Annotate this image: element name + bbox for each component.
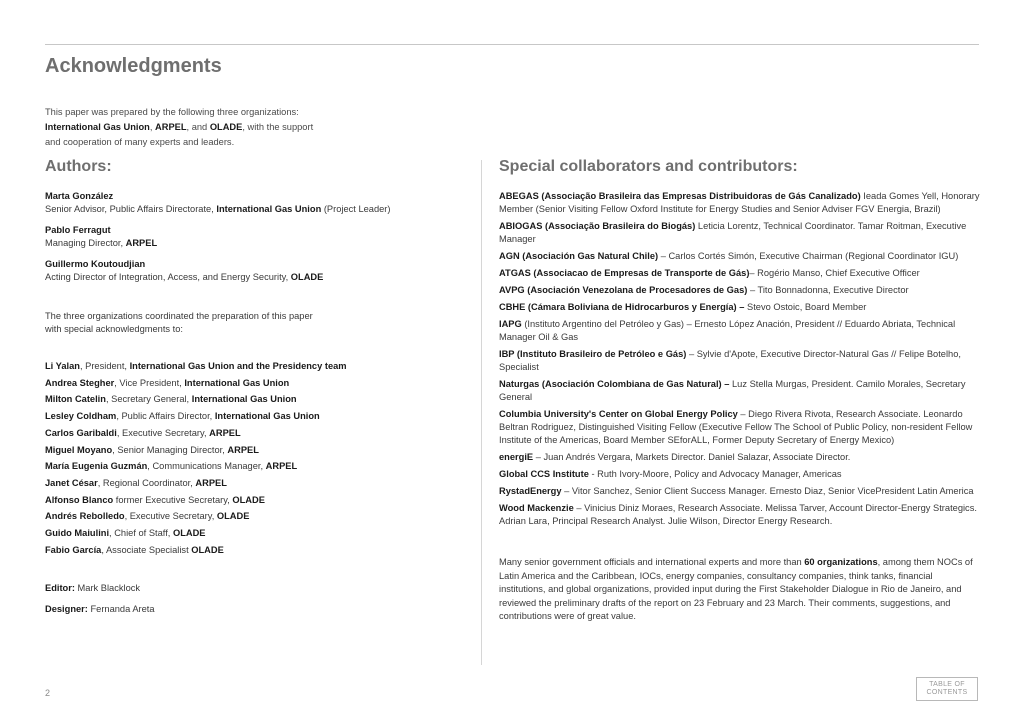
author-role: [45, 203, 445, 216]
page-title: Acknowledgments: [45, 55, 222, 77]
acknowledged-org: International Gas Union: [214, 411, 320, 422]
contributor-entry: [499, 468, 981, 481]
author-name: Guillermo Koutoudjian: [45, 259, 146, 269]
contributor-org: Wood Mackenzie: [499, 503, 574, 513]
editor-name: Mark Blacklock: [74, 583, 141, 594]
acknowledged-entry: [45, 408, 445, 425]
contributors-list: [499, 190, 981, 528]
contributor-org: ATGAS (Associacao de Empresas de Transporte de Gás): [499, 268, 750, 278]
acknowledged-role: , Communications Manager,: [147, 461, 266, 472]
acknowledged-role: , Associate Specialist: [101, 544, 192, 555]
author-role: [45, 271, 445, 284]
contributor-people: - Ruth Ivory-Moore, Policy and Advocacy Manager, Americas: [588, 469, 842, 479]
contributor-entry: [499, 267, 981, 280]
closing-paragraph: [499, 556, 981, 624]
acknowledged-entry: [45, 425, 445, 442]
contributors-column: [499, 158, 981, 624]
contributor-org: ABEGAS (Associação Brasileira das Empresas Distribuidoras de Gás Canalizado): [499, 191, 861, 201]
contributor-entry: [499, 318, 981, 344]
acknowledged-name: Lesley Coldham: [45, 411, 117, 422]
acknowledged-name: Janet César: [45, 477, 98, 488]
acknowledged-name: Guido Maiulini: [45, 528, 110, 539]
acknowledged-entry: [45, 458, 445, 475]
contributor-entry: [499, 348, 981, 374]
contributor-entry: [499, 250, 981, 263]
contributor-people: – Diego Rivera Rivota, Research Associate. Leonardo Beltran Rodriguez, Distinguished Visiting Fellow (Executive Fellow The School of Public Policy, non-resident Fellow Institute of the Americas, Board Member SEforALL, Former Deputy Secretary of Energy Mexico): [499, 409, 973, 445]
contributor-entry: [499, 408, 981, 447]
acknowledged-org: OLADE: [172, 528, 206, 539]
acknowledged-role: , Secretary General,: [105, 394, 192, 405]
contributor-entry: [499, 485, 981, 498]
coordination-line-1: The three organizations coordinated the preparation of this paper: [45, 311, 313, 321]
acknowledged-entry: [45, 391, 445, 408]
contributor-people: (Instituto Argentino del Petróleo y Gas) – Ernesto López Anación, President // Eduardo Abriata, Technical Manager Oil & Gas: [499, 319, 956, 342]
contributor-entry: [499, 220, 981, 246]
acknowledged-org: OLADE: [232, 494, 265, 505]
author-org: ARPEL: [125, 238, 158, 248]
contributor-people: – Juan Andrés Vergara, Markets Director. Daniel Salazar, Associate Director.: [533, 452, 851, 462]
contributor-org: RystadEnergy: [499, 486, 562, 496]
author-role-text: Acting Director of Integration, Access, and Energy Security,: [45, 272, 291, 282]
contributor-org: IAPG: [499, 319, 522, 329]
acknowledged-org: ARPEL: [265, 461, 298, 472]
contributor-org: AGN (Asociación Gas Natural Chile): [499, 251, 659, 261]
coordination-note: [45, 310, 445, 336]
toc-label-line-1: TABLE OF: [929, 681, 965, 688]
intro-org-olade: OLADE: [209, 122, 243, 132]
acknowledged-name: Alfonso Blanco: [45, 494, 114, 505]
acknowledged-name: Andrés Rebolledo: [45, 511, 125, 522]
intro-line-1: This paper was prepared by the following three organizations:: [45, 107, 299, 117]
acknowledged-entry: [45, 442, 445, 459]
acknowledged-role: , President,: [79, 361, 130, 371]
acknowledged-org: OLADE: [191, 544, 224, 555]
editor-credit: [45, 582, 445, 595]
acknowledged-entry: [45, 508, 445, 525]
intro-org-arpel: ARPEL: [155, 122, 187, 132]
contributor-people: – Vinicius Diniz Moraes, Research Associate. Melissa Tarver, Account Director-Energy Strategics. Adrian Lara, Principal Research Analyst. Julie Wilson, Director Energy Research.: [499, 503, 977, 526]
acknowledged-name: Miguel Moyano: [45, 444, 113, 455]
contributor-people: Leticia Lorentz, Technical Coordinator. Tamar Roitman, Executive Manager: [499, 221, 967, 244]
designer-credit: [45, 603, 445, 616]
acknowledged-org: International Gas Union and the Presidency team: [129, 361, 347, 371]
authors-list: [45, 190, 445, 284]
acknowledged-name: Carlos Garibaldi: [45, 427, 117, 438]
closing-text: Many senior government officials and international experts and more than: [499, 557, 805, 567]
contributor-org: ABIOGAS (Associação Brasileira do Biogás): [499, 221, 696, 231]
intro-sep: ,: [149, 122, 156, 132]
authors-column: [45, 158, 445, 616]
contributor-org: Columbia University's Center on Global Energy Policy: [499, 409, 738, 419]
acknowledged-name: Li Yalan: [45, 361, 80, 371]
editor-label: Editor:: [45, 583, 75, 594]
contributor-people: Stevo Ostoic, Board Member: [744, 302, 867, 312]
contributor-entry: [499, 378, 981, 404]
acknowledged-org: ARPEL: [227, 444, 259, 455]
author-entry: [45, 224, 445, 250]
closing-highlight: 60 organizations: [804, 557, 878, 567]
acknowledged-role: , Senior Managing Director,: [112, 444, 228, 455]
acknowledged-role: , Public Affairs Director,: [116, 411, 215, 422]
acknowledged-org: OLADE: [216, 511, 250, 522]
acknowledged-name: Milton Catelin: [45, 394, 106, 405]
table-of-contents-button[interactable]: [916, 677, 978, 701]
acknowledged-org: ARPEL: [209, 427, 241, 438]
intro-line-3: and cooperation of many experts and leaders.: [45, 137, 235, 147]
author-org: OLADE: [290, 272, 324, 282]
contributor-org: energiE: [499, 452, 534, 462]
designer-label: Designer:: [45, 604, 88, 615]
intro-sep: , and: [186, 122, 210, 132]
acknowledged-entry: [45, 358, 445, 375]
intro-org-igu: International Gas Union: [45, 122, 150, 132]
intro-text: , with the support: [242, 122, 314, 132]
author-role: [45, 237, 445, 250]
author-role-text: Managing Director,: [45, 238, 126, 248]
contributor-entry: [499, 190, 981, 216]
author-suffix: (Project Leader): [321, 204, 391, 214]
acknowledged-role: , Executive Secretary,: [124, 511, 217, 522]
designer-name: Fernanda Areta: [87, 604, 155, 615]
contributor-org: AVPG (Asociación Venezolana de Procesadores de Gas): [499, 285, 748, 295]
acknowledged-role: , Chief of Staff,: [109, 528, 173, 539]
acknowledged-name: Andrea Stegher: [45, 377, 115, 388]
page-number: 2: [45, 688, 51, 698]
column-divider: [481, 160, 482, 665]
author-entry: [45, 190, 445, 216]
contributor-people: – Tito Bonnadonna, Executive Director: [747, 285, 909, 295]
contributor-people: – Carlos Cortés Simón, Executive Chairman (Regional Coordinator IGU): [658, 251, 959, 261]
toc-label-line-2: CONTENTS: [926, 689, 968, 696]
contributor-entry: [499, 451, 981, 464]
closing-text: , among them NOCs of Latin America and the Caribbean, IOCs, energy companies, consultancy companies, think tanks, financial institutions, and global organizations, provided input during the First Stakeholder Dialogue in Rio de Janeiro, and reviewed the preliminary drafts of the report on 23 February and 23 March. Their comments, suggestions, and contributions were of great value.: [499, 557, 973, 621]
contributor-people: Luz Stella Murgas, President. Camilo Morales, Secretary General: [499, 379, 966, 402]
author-name: Pablo Ferragut: [45, 225, 111, 235]
acknowledged-role: , Vice President,: [114, 377, 185, 388]
acknowledged-entry: [45, 475, 445, 492]
author-org: International Gas Union: [216, 204, 322, 214]
acknowledged-name: María Eugenia Guzmán: [45, 461, 148, 472]
acknowledged-role: former Executive Secretary,: [113, 494, 233, 505]
contributor-people: – Sylvie d'Apote, Executive Director-Natural Gas // Felipe Botelho, Specialist: [499, 349, 961, 372]
acknowledged-entry: [45, 525, 445, 542]
acknowledged-entry: [45, 492, 445, 509]
acknowledged-entry: [45, 542, 445, 559]
acknowledged-role: , Executive Secretary,: [116, 427, 210, 438]
contributor-org: IBP (Instituto Brasileiro de Petróleo e Gás): [499, 349, 687, 359]
acknowledged-org: International Gas Union: [191, 394, 297, 405]
contributor-org: Naturgas (Asociación Colombiana de Gas Natural) –: [499, 379, 730, 389]
contributor-people: Ieada Gomes Yell, Honorary Member (Senior Visiting Fellow Oxford Institute for Energy Studies and Senior Adviser FGV Energia, Brazil): [499, 191, 980, 214]
acknowledged-entry: [45, 375, 445, 392]
intro-paragraph: [45, 105, 375, 150]
acknowledged-org: ARPEL: [195, 477, 227, 488]
contributor-people: – Rogério Manso, Chief Executive Officer: [749, 268, 920, 278]
acknowledged-org: International Gas Union: [184, 377, 290, 388]
authors-heading: Authors:: [45, 158, 112, 175]
author-name: Marta González: [45, 191, 114, 201]
acknowledged-role: , Regional Coordinator,: [97, 477, 196, 488]
author-entry: [45, 258, 445, 284]
contributors-heading: Special collaborators and contributors:: [499, 158, 798, 175]
contributor-entry: [499, 502, 981, 528]
acknowledged-list: [45, 358, 445, 558]
contributor-entry: [499, 284, 981, 297]
contributor-org: Global CCS Institute: [499, 469, 589, 479]
coordination-line-2: with special acknowledgments to:: [45, 324, 183, 334]
acknowledged-name: Fabio García: [45, 544, 102, 555]
contributor-org: CBHE (Cámara Boliviana de Hidrocarburos y Energía) –: [499, 302, 745, 312]
author-role-text: Senior Advisor, Public Affairs Directorate,: [45, 204, 217, 214]
intro-line-2: [45, 120, 375, 135]
contributor-entry: [499, 301, 981, 314]
contributor-people: – Vitor Sanchez, Senior Client Success Manager. Ernesto Diaz, Senior VicePresident Latin America: [561, 486, 974, 496]
header-rule: [45, 44, 979, 45]
